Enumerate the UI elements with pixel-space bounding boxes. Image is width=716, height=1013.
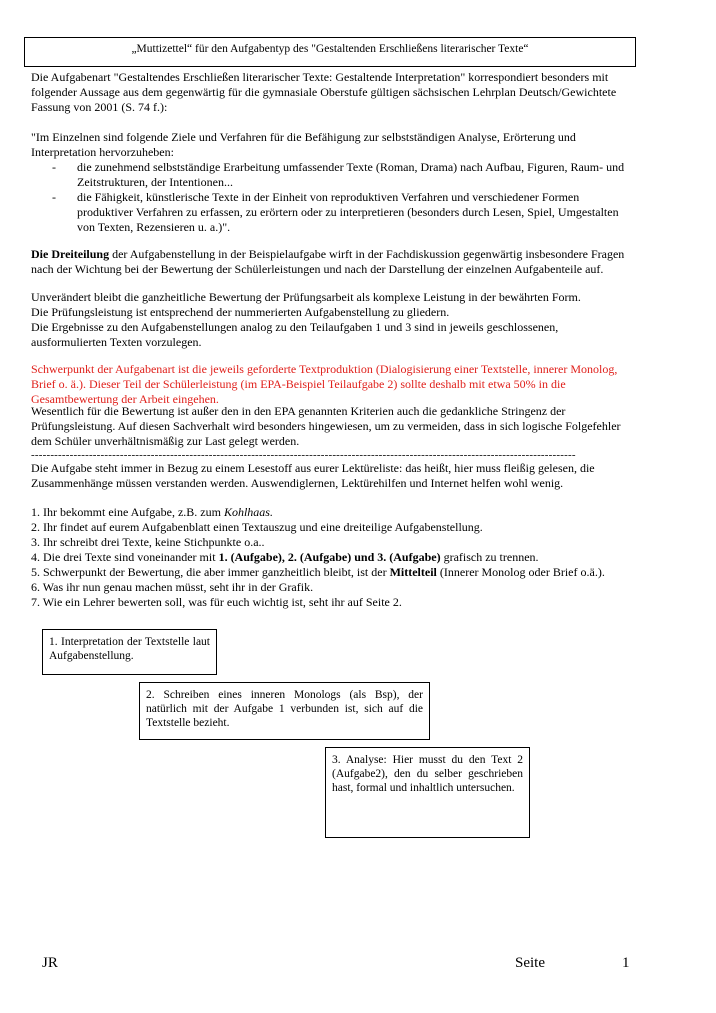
quote-bullet (31, 190, 631, 235)
bezug-paragraph: Die Aufgabe steht immer in Bezug zu einem Lesestoff aus eurer Lektüreliste: das heißt, hier muss fleißig gelesen, die Zusammenhänge müssen verstanden werden. Auswendiglernen, Lektürehilfen und Internet helfen wohl wenig. (31, 461, 595, 490)
task-box-text: 2. Schreiben eines inneren Monologs (als Bsp), der natürlich mit der Aufgabe 1 verbunden ist, sich auf die Textstelle bezieht. (146, 689, 423, 729)
quote-bullet-text: die zunehmend selbstständige Erarbeitung umfassender Texte (Roman, Drama) nach Aufbau, Figuren, Raum- und Zeitstrukturen, der Intentionen... (77, 160, 625, 189)
footer-page-label: Seite (515, 955, 545, 971)
step-item: 1. Ihr bekommt eine Aufgabe, z.B. zum Kohlhaas. (31, 505, 273, 519)
unveraendert-line: Unverändert bleibt die ganzheitliche Bewertung der Prüfungsarbeit als komplexe Leistung in der bewährten Form. (31, 290, 581, 304)
step-item: 4. Die drei Texte sind voneinander mit 1. (Aufgabe), 2. (Aufgabe) und 3. (Aufgabe) grafisch zu trennen. (31, 550, 539, 564)
quote-block (31, 130, 631, 235)
dreiteilung-text: der Aufgabenstellung in der Beispielaufgabe wirft in der Fachdiskussion gegenwärtig insbesondere Fragen nach der Wichtung bei der Bewertung der Schülerleistungen und nach der Darstellung der einzelnen Aufgabenteile auf. (31, 247, 625, 276)
separator-line: --------------------------------------------------------------------------------------------------------------------------------------------- (31, 449, 576, 461)
quote-lead: "Im Einzelnen sind folgende Ziele und Verfahren für die Befähigung zur selbstständigen Analyse, Erörterung und Interpretation hervorzuheben: (31, 130, 576, 159)
wesentlich-paragraph: Wesentlich für die Bewertung ist außer den in den EPA genannten Kriterien auch die gedankliche Stringenz der Prüfungsleistung. Auf diesen Sachverhalt wird besonders hingewiesen, um zu vermeiden, dass in sich logische Folgefehler dem Schüler unverhältnismäßig zur Last gelegt werden. (31, 404, 621, 448)
steps-list (31, 505, 631, 610)
footer-page-number: 1 (622, 955, 630, 971)
unveraendert-line: Die Prüfungsleistung ist entsprechend der nummerierten Aufgabenstellung zu gliedern. (31, 305, 450, 319)
footer-author: JR (42, 955, 58, 971)
dreiteilung-paragraph (31, 247, 631, 277)
task-box-text: 1. Interpretation der Textstelle laut Aufgabenstellung. (49, 636, 210, 662)
step-item: 7. Wie ein Lehrer bewerten soll, was für euch wichtig ist, seht ihr auf Seite 2. (31, 595, 402, 609)
quote-bullet (31, 160, 631, 190)
unveraendert-paragraph (31, 290, 631, 350)
document-title: „Muttizettel“ für den Aufgabentyp des "Gestaltenden Erschließens literarischer Texte“ (131, 43, 529, 55)
work-title: Kohlhaas. (223, 505, 273, 519)
unveraendert-line: Die Ergebnisse zu den Aufgabenstellungen analog zu den Teilaufgaben 1 und 3 sind in jeweils geschlossenen, ausformulierten Texten vorzulegen. (31, 320, 559, 349)
step-item: 3. Ihr schreibt drei Texte, keine Stichpunkte o.a.. (31, 535, 265, 549)
step-item: 6. Was ihr nun genau machen müsst, seht ihr in der Grafik. (31, 580, 314, 594)
dreiteilung-bold: Die Dreiteilung (31, 247, 110, 261)
bullet-dash: - (52, 160, 56, 174)
task-box-3 (325, 747, 530, 838)
step-item: 5. Schwerpunkt der Bewertung, die aber immer ganzheitlich bleibt, ist der Mittelteil (Innerer Monolog oder Brief o.ä.). (31, 565, 605, 579)
task-box-text: 3. Analyse: Hier musst du den Text 2 (Aufgabe2), den du selber geschrieben hast, formal und inhaltlich untersuchen. (332, 754, 523, 794)
task-box-1 (42, 629, 217, 675)
bullet-dash: - (52, 190, 56, 204)
quote-bullet-text: die Fähigkeit, künstlerische Texte in der Einheit von reproduktiven Verfahren und verschiedener Formen produktiver Verfahren zu erfassen, zu erörtern oder zu interpretieren (besonders durch Lesen, Spiel, Umgestalten von Texten, Rezensieren u. a.)". (77, 190, 619, 234)
title-box (24, 37, 636, 67)
schwerpunkt-paragraph: Schwerpunkt der Aufgabenart ist die jeweils geforderte Textproduktion (Dialogisierung einer Textstelle, innerer Monolog, Brief o. ä.). Dieser Teil der Schülerleistung (im EPA-Beispiel Teilaufgabe 2) sollte deshalb mit etwa 50% in die Gesamtbewertung der Arbeit eingehen. (31, 362, 618, 406)
intro-paragraph: Die Aufgabenart "Gestaltendes Erschließen literarischer Texte: Gestaltende Interpretation" korrespondiert besonders mit folgender Aussage aus dem gegenwärtig für die gymnasiale Oberstufe gültigen sächsischen Lehrplan Deutsch/Gewichtete Fassung von 2001 (S. 74 f.): (31, 70, 617, 114)
task-box-2 (139, 682, 430, 740)
step-item: 2. Ihr findet auf eurem Aufgabenblatt einen Textauszug und eine dreiteilige Aufgabenstellung. (31, 520, 483, 534)
